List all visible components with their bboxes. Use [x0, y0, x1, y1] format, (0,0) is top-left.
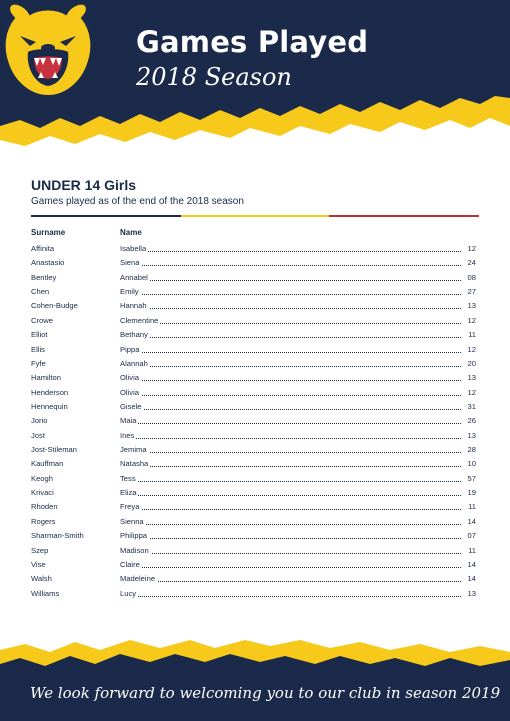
table-row [31, 457, 479, 471]
games-cell: 07 [467, 531, 476, 541]
games-cell: 31 [467, 401, 476, 411]
games-cell: 20 [467, 358, 476, 368]
surname-cell: Rogers [31, 516, 56, 526]
footer-banner [0, 640, 510, 721]
games-cell: 19 [467, 488, 476, 498]
dot-leader [120, 423, 461, 424]
name-cell: Alannah [120, 358, 148, 368]
table-row [31, 443, 479, 457]
table-row [31, 414, 479, 428]
surname-cell: Vise [31, 559, 46, 569]
dot-leader [120, 495, 461, 496]
games-cell: 24 [467, 258, 476, 268]
dot-leader [120, 553, 461, 554]
dot-leader [120, 581, 461, 582]
name-cell: Olivia [120, 373, 139, 383]
dot-leader [120, 323, 461, 324]
table-row [31, 500, 479, 514]
table-row [31, 558, 479, 572]
section-subtitle: Games played as of the end of the 2018 season [31, 196, 244, 207]
surname-cell: Hennequin [31, 401, 68, 411]
games-table [31, 242, 479, 601]
games-cell: 13 [467, 373, 476, 383]
name-cell: Madeleine [120, 574, 156, 584]
dot-leader [120, 366, 461, 367]
surname-cell: Cohen-Budge [31, 301, 78, 311]
surname-cell: Elliot [31, 330, 48, 340]
table-row [31, 472, 479, 486]
surname-cell: Walsh [31, 574, 52, 584]
surname-cell: Keogh [31, 473, 53, 483]
table-row [31, 285, 479, 299]
surname-cell: Ellis [31, 344, 45, 354]
dot-leader [120, 524, 461, 525]
surname-cell: Affinita [31, 244, 55, 253]
games-cell: 57 [467, 473, 476, 483]
games-cell: 12 [467, 315, 476, 325]
table-row [31, 429, 479, 443]
name-cell: Olivia [120, 387, 139, 397]
page-subtitle: 2018 Season [136, 63, 292, 91]
table-row [31, 371, 479, 385]
surname-cell: Jost-Stileman [31, 445, 78, 455]
bear-head-icon [0, 0, 96, 100]
surname-cell: Henderson [31, 387, 69, 397]
games-cell: 11 [468, 545, 476, 555]
surname-cell: Jorio [31, 416, 48, 426]
name-cell: Sienna [120, 516, 144, 526]
table-row [31, 386, 479, 400]
surname-cell: Williams [31, 588, 60, 598]
dot-leader [120, 265, 461, 266]
name-cell: Bethany [120, 330, 148, 340]
games-cell: 12 [467, 344, 476, 354]
surname-cell: Krivaci [31, 488, 54, 498]
dot-leader [120, 280, 461, 281]
table-row [31, 515, 479, 529]
games-cell: 28 [467, 445, 476, 455]
table-row [31, 486, 479, 500]
games-cell: 12 [467, 387, 476, 397]
surname-cell: Szep [31, 545, 49, 555]
games-cell: 11 [468, 502, 476, 512]
games-cell: 08 [467, 272, 476, 282]
name-cell: Pippa [120, 344, 140, 354]
table-row [31, 572, 479, 586]
name-cell: Natasha [120, 459, 149, 469]
dot-leader [120, 251, 461, 252]
name-cell: Gisele [120, 401, 142, 411]
table-row [31, 242, 479, 256]
dot-leader [120, 409, 461, 410]
name-cell: Clementine [120, 315, 159, 325]
dot-leader [120, 294, 461, 295]
surname-cell: Kauffman [31, 459, 64, 469]
name-cell: Tess [120, 473, 136, 483]
games-cell: 13 [467, 301, 476, 311]
table-row [31, 328, 479, 342]
dot-leader [120, 538, 461, 539]
divider-navy [31, 215, 181, 217]
dot-leader [120, 380, 461, 381]
table-row [31, 271, 479, 285]
name-cell: Maia [120, 416, 137, 426]
column-header-surname: Surname [31, 228, 66, 237]
dot-leader [120, 567, 461, 568]
name-cell: Lucy [120, 588, 137, 598]
page-footer [0, 640, 510, 721]
games-cell: 13 [467, 588, 476, 598]
games-cell: 14 [467, 574, 476, 584]
name-cell: Eliza [120, 488, 137, 498]
name-cell: Annabel [120, 272, 148, 282]
table-row [31, 256, 479, 270]
name-cell: Philippa [120, 531, 148, 541]
page-title: Games Played [136, 25, 369, 59]
surname-cell: Hamilton [31, 373, 61, 383]
name-cell: Siena [120, 258, 140, 268]
games-cell: 27 [467, 287, 476, 297]
name-cell: Ines [120, 430, 135, 440]
name-cell: Claire [120, 559, 140, 569]
table-row [31, 343, 479, 357]
name-cell: Hannah [120, 301, 147, 311]
dot-leader [120, 466, 461, 467]
games-cell: 14 [467, 516, 476, 526]
table-row [31, 357, 479, 371]
name-cell: Freya [120, 502, 140, 512]
page-header [0, 0, 510, 160]
games-cell: 11 [468, 330, 476, 340]
dot-leader [120, 481, 461, 482]
surname-cell: Bentley [31, 272, 57, 282]
dot-leader [120, 438, 461, 439]
games-cell: 13 [467, 430, 476, 440]
dot-leader [120, 308, 461, 309]
name-cell: Madison [120, 545, 149, 555]
surname-cell: Fyfe [31, 358, 46, 368]
divider-red [329, 215, 479, 217]
table-row [31, 299, 479, 313]
games-cell: 14 [467, 559, 476, 569]
surname-cell: Jost [31, 430, 45, 440]
dot-leader [120, 452, 461, 453]
dot-leader [120, 596, 461, 597]
table-row [31, 314, 479, 328]
dot-leader [120, 337, 461, 338]
section-title: UNDER 14 Girls [31, 177, 137, 193]
games-cell: 26 [467, 416, 476, 426]
column-header-name: Name [120, 228, 142, 237]
games-cell: 12 [467, 244, 476, 253]
dot-leader [120, 395, 461, 396]
table-row [31, 544, 479, 558]
footer-message: We look forward to welcoming you to our club in season 2019 [30, 684, 501, 702]
games-cell: 10 [467, 459, 476, 469]
surname-cell: Crowe [31, 315, 53, 325]
surname-cell: Rhoden [31, 502, 58, 512]
name-cell: Jemima [120, 445, 147, 455]
dot-leader [120, 352, 461, 353]
surname-cell: Sharman-Smith [31, 531, 84, 541]
surname-cell: Chen [31, 287, 50, 297]
surname-cell: Anastasio [31, 258, 65, 268]
table-row [31, 400, 479, 414]
color-divider [31, 215, 479, 217]
table-row [31, 529, 479, 543]
dot-leader [120, 509, 461, 510]
name-cell: Isabella [120, 244, 147, 253]
table-row [31, 587, 479, 601]
divider-yellow [181, 215, 329, 217]
name-cell: Emily [120, 287, 139, 297]
